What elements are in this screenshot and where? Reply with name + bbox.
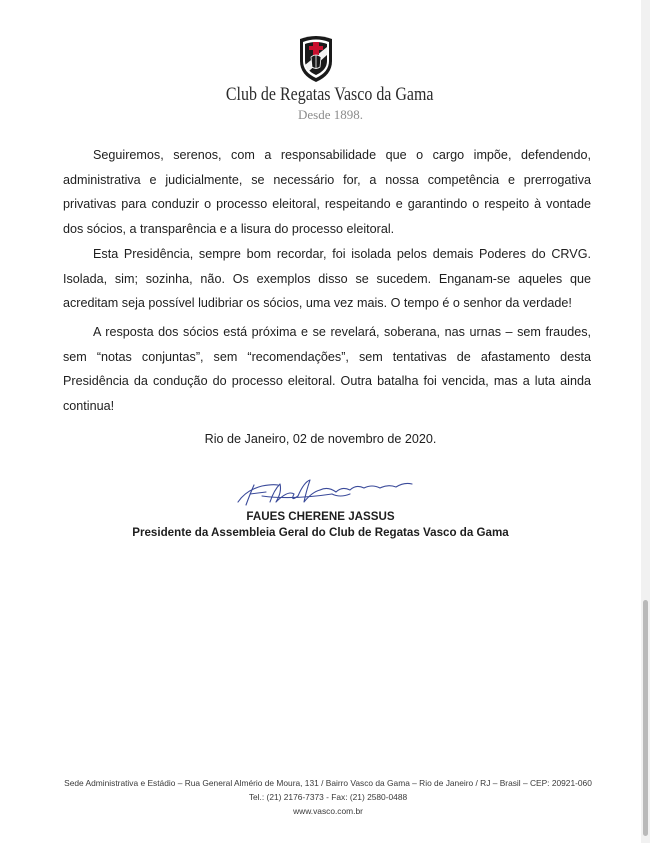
footer-address: Sede Administrativa e Estádio – Rua General Almério de Moura, 131 / Bairro Vasco da Gama – Rio de Janeiro / RJ – Brasil – CEP: 20921-060 (64, 778, 592, 788)
date-line: Rio de Janeiro, 02 de novembro de 2020. (204, 432, 437, 446)
signer-name: FAUES CHERENE JASSUS (246, 510, 395, 523)
scrollbar-thumb[interactable] (643, 600, 648, 836)
club-crest-icon (296, 33, 336, 83)
club-name: Club de Regatas Vasco da Gama (225, 84, 434, 105)
footer-website[interactable]: www.vasco.com.br (293, 806, 363, 816)
body-paragraph: Seguiremos, serenos, com a responsabilidade que o cargo impõe, defendendo, administrativa e judicialmente, se necessário for, a nossa competência e prerrogativa privativas para conduzir o processo eleitoral, respeitando e garantindo o respeito à vontade dos sócios, a transparência e a lisura do processo eleitoral. (63, 148, 591, 236)
body-paragraph: Esta Presidência, sempre bom recordar, foi isolada pelos demais Poderes do CRVG. Isolada, sim; sozinha, não. Os exemplos disso se sucedem. Enganam-se aqueles que acreditam seja possível ludibriar os sócios, uma vez mais. O tempo é o senhor da verdade! (63, 247, 591, 311)
signer-title: Presidente da Assembleia Geral do Club de Regatas Vasco da Gama (132, 526, 509, 539)
vertical-scrollbar[interactable] (641, 0, 650, 843)
handwritten-signature (232, 472, 418, 508)
footer-phones: Tel.: (21) 2176-7373 - Fax: (21) 2580-0488 (248, 792, 408, 802)
body-paragraph: A resposta dos sócios está próxima e se revelará, soberana, nas urnas – sem fraudes, sem “notas conjuntas”, sem “recomendações”, sem tentativas de afastamento desta Presidência da condução do processo eleitoral. Outra batalha foi vencida, mas a luta ainda continua! (63, 325, 591, 413)
club-founding-year: Desde 1898. (298, 107, 363, 122)
